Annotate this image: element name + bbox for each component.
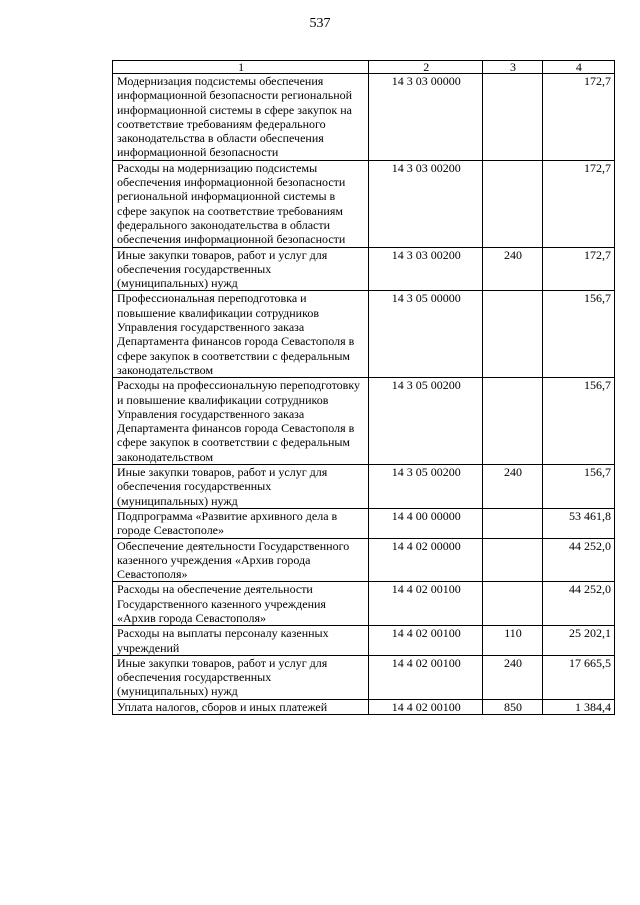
table-row xyxy=(113,655,615,699)
cell-kvr xyxy=(483,160,543,247)
cell-name: Иные закупки товаров, работ и услуг для обеспечения государственных (муниципальных) нужд xyxy=(113,465,369,509)
cell-name: Модернизация подсистемы обеспечения информационной безопасности региональной информационной системы в сфере закупок на соответствие требованиям федерального законодательства в области обеспечения информационной безопасности xyxy=(113,74,369,161)
cell-amount: 156,7 xyxy=(542,291,614,378)
table-row xyxy=(113,465,615,509)
cell-amount: 17 665,5 xyxy=(542,655,614,699)
cell-amount: 44 252,0 xyxy=(542,538,614,582)
cell-kvr: 240 xyxy=(483,655,543,699)
cell-name: Расходы на модернизацию подсистемы обеспечения информационной безопасности региональной информационной системы в сфере закупок на соответствие требованиям федерального законодательства в области обеспечения информационной безопасности xyxy=(113,160,369,247)
cell-code: 14 4 02 00100 xyxy=(369,582,483,626)
cell-code: 14 3 05 00200 xyxy=(369,378,483,465)
table-row xyxy=(113,626,615,656)
table-header-row xyxy=(113,61,615,74)
cell-kvr xyxy=(483,291,543,378)
cell-name: Профессиональная переподготовка и повышение квалификации сотрудников Управления государственного заказа Департамента финансов города Севастополя в сфере закупок в соответствии с федеральным законодательством xyxy=(113,291,369,378)
cell-amount: 1 384,4 xyxy=(542,699,614,714)
table-row xyxy=(113,508,615,538)
cell-kvr: 240 xyxy=(483,247,543,291)
budget-table xyxy=(112,60,615,715)
cell-code: 14 4 00 00000 xyxy=(369,508,483,538)
table-row xyxy=(113,582,615,626)
cell-code: 14 4 02 00100 xyxy=(369,699,483,714)
table-row xyxy=(113,247,615,291)
cell-name: Иные закупки товаров, работ и услуг для обеспечения государственных (муниципальных) нужд xyxy=(113,655,369,699)
cell-amount: 172,7 xyxy=(542,74,614,161)
header-cell-kvr: 3 xyxy=(483,61,543,74)
header-cell-name: 1 xyxy=(113,61,369,74)
cell-code: 14 3 03 00200 xyxy=(369,160,483,247)
cell-amount: 44 252,0 xyxy=(542,582,614,626)
cell-code: 14 3 05 00200 xyxy=(369,465,483,509)
cell-code: 14 3 03 00000 xyxy=(369,74,483,161)
cell-amount: 172,7 xyxy=(542,160,614,247)
cell-kvr: 240 xyxy=(483,465,543,509)
table-row xyxy=(113,378,615,465)
cell-name: Уплата налогов, сборов и иных платежей xyxy=(113,699,369,714)
cell-kvr xyxy=(483,538,543,582)
cell-amount: 53 461,8 xyxy=(542,508,614,538)
table-row xyxy=(113,74,615,161)
cell-name: Подпрограмма «Развитие архивного дела в городе Севастополе» xyxy=(113,508,369,538)
cell-amount: 156,7 xyxy=(542,465,614,509)
table-row xyxy=(113,538,615,582)
cell-name: Обеспечение деятельности Государственного казенного учреждения «Архив города Севастополя» xyxy=(113,538,369,582)
cell-kvr xyxy=(483,508,543,538)
table-row xyxy=(113,160,615,247)
cell-name: Расходы на выплаты персоналу казенных учреждений xyxy=(113,626,369,656)
cell-code: 14 3 05 00000 xyxy=(369,291,483,378)
cell-amount: 25 202,1 xyxy=(542,626,614,656)
header-cell-code: 2 xyxy=(369,61,483,74)
cell-code: 14 4 02 00000 xyxy=(369,538,483,582)
cell-code: 14 3 03 00200 xyxy=(369,247,483,291)
cell-amount: 172,7 xyxy=(542,247,614,291)
cell-kvr xyxy=(483,378,543,465)
cell-name: Расходы на профессиональную переподготовку и повышение квалификации сотрудников Управления государственного заказа Департамента финансов города Севастополя в сфере закупок в соответствии с федеральным законодательством xyxy=(113,378,369,465)
table-row xyxy=(113,699,615,714)
cell-code: 14 4 02 00100 xyxy=(369,655,483,699)
cell-amount: 156,7 xyxy=(542,378,614,465)
table-row xyxy=(113,291,615,378)
header-cell-amount: 4 xyxy=(542,61,614,74)
cell-name: Иные закупки товаров, работ и услуг для обеспечения государственных (муниципальных) нужд xyxy=(113,247,369,291)
page-number: 537 xyxy=(309,16,331,31)
cell-kvr: 110 xyxy=(483,626,543,656)
cell-kvr xyxy=(483,74,543,161)
cell-code: 14 4 02 00100 xyxy=(369,626,483,656)
cell-kvr: 850 xyxy=(483,699,543,714)
cell-kvr xyxy=(483,582,543,626)
cell-name: Расходы на обеспечение деятельности Государственного казенного учреждения «Архив города Севастополя» xyxy=(113,582,369,626)
